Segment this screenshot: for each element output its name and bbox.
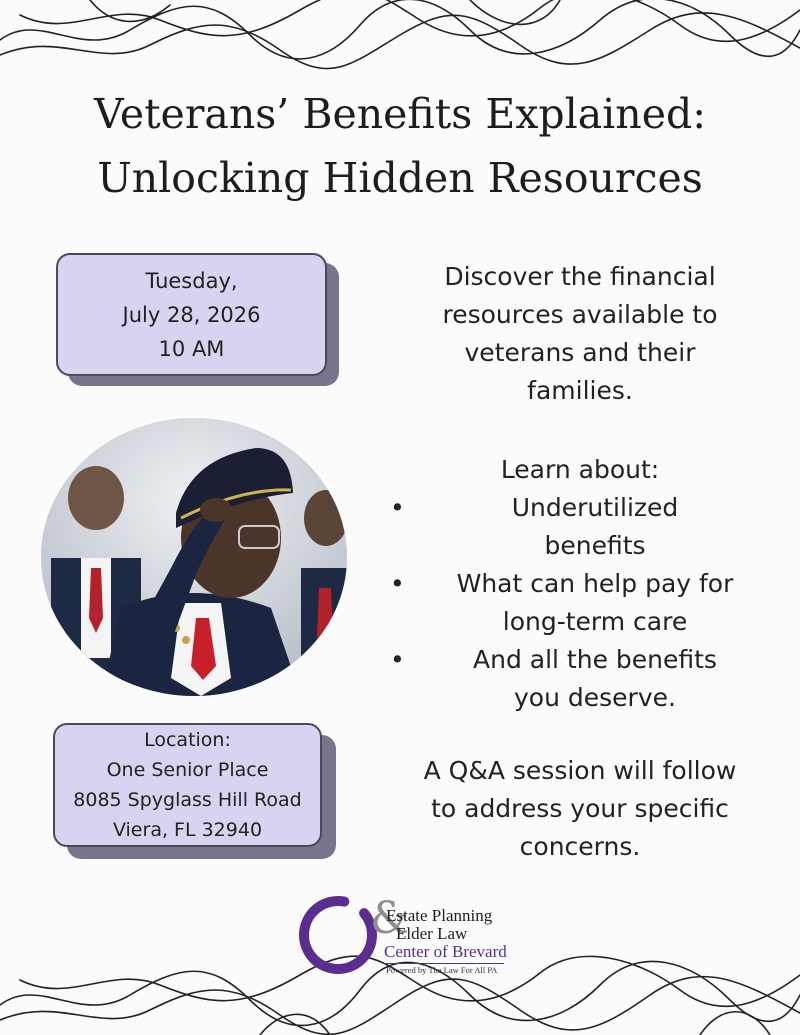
logo-line-1: Estate Planning [386,906,493,925]
location-label: Location: [144,729,231,751]
discover-line: Discover the financial [444,262,716,291]
list-item [380,641,780,717]
logo-tagline: Powered by The Law For All PA [386,965,498,975]
bullet-line: • What can help pay for [456,569,734,598]
event-date: July 28, 2026 [122,302,261,327]
bullet-line: • Underutilized [511,493,679,522]
title-line-2: Unlocking Hidden Resources [97,154,703,202]
title-line-1: Veterans’ Benefits Explained: [93,90,707,138]
bullet-line: • And all the benefits [473,645,717,674]
location-city: Viera, FL 32940 [112,819,263,841]
page-title [0,82,800,210]
discover-paragraph [380,258,780,410]
logo-ampersand: & [370,893,410,944]
logo-line-3: Center of Brevard [384,942,507,961]
bullet-line: you deserve. [514,683,676,712]
event-time: 10 AM [158,336,225,361]
location-street: 8085 Spyglass Hill Road [73,789,302,811]
qa-paragraph [380,752,780,866]
qa-line: A Q&A session will follow [423,756,737,785]
benefits-list [380,489,780,717]
discover-line: families. [527,376,633,405]
location-card [53,723,336,859]
learn-about-section [380,451,780,717]
location-venue: One Senior Place [106,759,269,781]
learn-heading: Learn about: [500,455,660,484]
top-wave-border [0,0,800,70]
event-day: Tuesday, [145,268,238,293]
list-item [380,489,780,565]
logo-line-2: Elder Law [396,924,468,943]
discover-line: veterans and their [464,338,696,367]
list-item [380,565,780,641]
bullet-line: long-term care [502,607,688,636]
firm-logo [296,893,516,978]
bullet-line: benefits [544,531,646,560]
date-card [56,253,339,386]
qa-line: concerns. [519,832,641,861]
veteran-salute-photo [41,418,347,696]
logo-divider [384,963,504,964]
logo-ring-icon [296,893,380,977]
discover-line: resources available to [442,300,718,329]
qa-line: to address your specific [431,794,729,823]
